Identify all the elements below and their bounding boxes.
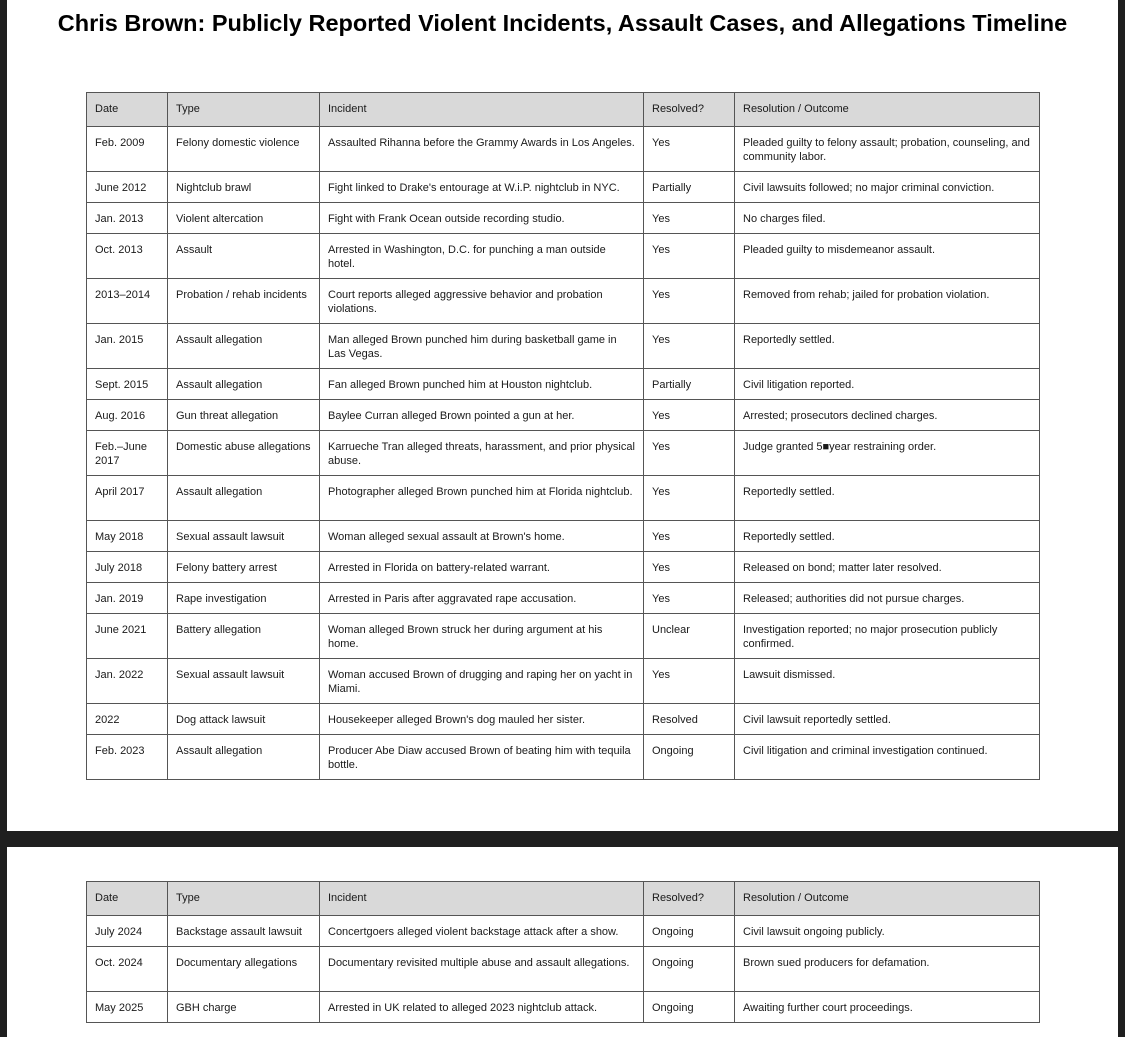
cell-type: Nightclub brawl: [168, 172, 320, 203]
cell-outcome: No charges filed.: [735, 203, 1040, 234]
cell-date: 2022: [87, 704, 168, 735]
table-row: [87, 431, 1040, 476]
cell-date: May 2025: [87, 992, 168, 1023]
table-row: [87, 400, 1040, 431]
header-incident: Incident: [320, 93, 644, 127]
header-date: Date: [87, 882, 168, 916]
cell-incident: Woman alleged Brown struck her during argument at his home.: [320, 614, 644, 659]
cell-resolved: Ongoing: [644, 916, 735, 947]
incidents-table-continued: [86, 881, 1040, 1023]
cell-date: Jan. 2022: [87, 659, 168, 704]
cell-resolved: Yes: [644, 476, 735, 521]
cell-type: Assault allegation: [168, 324, 320, 369]
header-type: Type: [168, 93, 320, 127]
document-page-1: [7, 0, 1118, 831]
cell-type: Probation / rehab incidents: [168, 279, 320, 324]
cell-date: June 2012: [87, 172, 168, 203]
cell-outcome: Brown sued producers for defamation.: [735, 947, 1040, 992]
cell-type: Backstage assault lawsuit: [168, 916, 320, 947]
cell-date: April 2017: [87, 476, 168, 521]
table-row: [87, 476, 1040, 521]
cell-resolved: Yes: [644, 324, 735, 369]
cell-type: Domestic abuse allegations: [168, 431, 320, 476]
cell-type: Sexual assault lawsuit: [168, 521, 320, 552]
cell-type: Assault allegation: [168, 476, 320, 521]
cell-outcome: Awaiting further court proceedings.: [735, 992, 1040, 1023]
cell-incident: Producer Abe Diaw accused Brown of beating him with tequila bottle.: [320, 735, 644, 780]
cell-incident: Documentary revisited multiple abuse and assault allegations.: [320, 947, 644, 992]
incidents-table: [86, 92, 1040, 780]
cell-outcome: Judge granted 5■year restraining order.: [735, 431, 1040, 476]
header-outcome: Resolution / Outcome: [735, 93, 1040, 127]
cell-type: Gun threat allegation: [168, 400, 320, 431]
table-row: [87, 947, 1040, 992]
header-resolved: Resolved?: [644, 882, 735, 916]
cell-incident: Fight with Frank Ocean outside recording studio.: [320, 203, 644, 234]
cell-type: Battery allegation: [168, 614, 320, 659]
cell-type: GBH charge: [168, 992, 320, 1023]
header-date: Date: [87, 93, 168, 127]
incidents-table-body: [87, 127, 1040, 780]
cell-incident: Arrested in Florida on battery-related warrant.: [320, 552, 644, 583]
cell-type: Assault allegation: [168, 369, 320, 400]
cell-incident: Housekeeper alleged Brown's dog mauled her sister.: [320, 704, 644, 735]
table-row: [87, 521, 1040, 552]
cell-incident: Arrested in Washington, D.C. for punching a man outside hotel.: [320, 234, 644, 279]
cell-date: Jan. 2019: [87, 583, 168, 614]
cell-resolved: Yes: [644, 279, 735, 324]
cell-resolved: Ongoing: [644, 735, 735, 780]
cell-outcome: Reportedly settled.: [735, 324, 1040, 369]
table-row: [87, 916, 1040, 947]
cell-incident: Fan alleged Brown punched him at Houston nightclub.: [320, 369, 644, 400]
cell-outcome: Reportedly settled.: [735, 521, 1040, 552]
cell-date: Oct. 2024: [87, 947, 168, 992]
cell-incident: Karrueche Tran alleged threats, harassment, and prior physical abuse.: [320, 431, 644, 476]
header-incident: Incident: [320, 882, 644, 916]
cell-type: Dog attack lawsuit: [168, 704, 320, 735]
cell-resolved: Yes: [644, 659, 735, 704]
cell-outcome: Civil litigation reported.: [735, 369, 1040, 400]
cell-outcome: Pleaded guilty to misdemeanor assault.: [735, 234, 1040, 279]
cell-resolved: Yes: [644, 203, 735, 234]
cell-date: Sept. 2015: [87, 369, 168, 400]
cell-type: Assault allegation: [168, 735, 320, 780]
cell-resolved: Ongoing: [644, 947, 735, 992]
cell-incident: Assaulted Rihanna before the Grammy Awards in Los Angeles.: [320, 127, 644, 172]
cell-date: July 2024: [87, 916, 168, 947]
table-row: [87, 172, 1040, 203]
cell-incident: Photographer alleged Brown punched him at Florida nightclub.: [320, 476, 644, 521]
cell-outcome: Released on bond; matter later resolved.: [735, 552, 1040, 583]
cell-date: May 2018: [87, 521, 168, 552]
cell-resolved: Yes: [644, 234, 735, 279]
cell-type: Sexual assault lawsuit: [168, 659, 320, 704]
table-row: [87, 369, 1040, 400]
cell-resolved: Unclear: [644, 614, 735, 659]
table-row: [87, 324, 1040, 369]
cell-date: 2013–2014: [87, 279, 168, 324]
cell-incident: Woman accused Brown of drugging and raping her on yacht in Miami.: [320, 659, 644, 704]
table-row: [87, 583, 1040, 614]
cell-outcome: Removed from rehab; jailed for probation violation.: [735, 279, 1040, 324]
cell-outcome: Released; authorities did not pursue charges.: [735, 583, 1040, 614]
cell-resolved: Resolved: [644, 704, 735, 735]
cell-resolved: Partially: [644, 172, 735, 203]
cell-outcome: Pleaded guilty to felony assault; probation, counseling, and community labor.: [735, 127, 1040, 172]
header-outcome: Resolution / Outcome: [735, 882, 1040, 916]
cell-date: Feb. 2023: [87, 735, 168, 780]
cell-incident: Court reports alleged aggressive behavior and probation violations.: [320, 279, 644, 324]
cell-incident: Arrested in UK related to alleged 2023 nightclub attack.: [320, 992, 644, 1023]
cell-incident: Arrested in Paris after aggravated rape accusation.: [320, 583, 644, 614]
cell-date: June 2021: [87, 614, 168, 659]
cell-type: Rape investigation: [168, 583, 320, 614]
cell-date: Jan. 2015: [87, 324, 168, 369]
cell-type: Felony battery arrest: [168, 552, 320, 583]
cell-date: Feb.–June 2017: [87, 431, 168, 476]
table-row: [87, 704, 1040, 735]
cell-date: Oct. 2013: [87, 234, 168, 279]
cell-date: Jan. 2013: [87, 203, 168, 234]
cell-resolved: Partially: [644, 369, 735, 400]
table-header-row: [87, 882, 1040, 916]
cell-outcome: Lawsuit dismissed.: [735, 659, 1040, 704]
cell-type: Assault: [168, 234, 320, 279]
cell-incident: Woman alleged sexual assault at Brown's home.: [320, 521, 644, 552]
cell-type: Violent altercation: [168, 203, 320, 234]
cell-outcome: Civil lawsuits followed; no major criminal conviction.: [735, 172, 1040, 203]
table-row: [87, 735, 1040, 780]
header-resolved: Resolved?: [644, 93, 735, 127]
table-header-row: [87, 93, 1040, 127]
incidents-table-continued-body: [87, 916, 1040, 1023]
cell-resolved: Yes: [644, 521, 735, 552]
cell-resolved: Ongoing: [644, 992, 735, 1023]
table-row: [87, 659, 1040, 704]
document-page-2: [7, 847, 1118, 1037]
cell-incident: Fight linked to Drake's entourage at W.i.P. nightclub in NYC.: [320, 172, 644, 203]
cell-outcome: Arrested; prosecutors declined charges.: [735, 400, 1040, 431]
cell-outcome: Civil litigation and criminal investigation continued.: [735, 735, 1040, 780]
header-type: Type: [168, 882, 320, 916]
table-row: [87, 614, 1040, 659]
document-title: Chris Brown: Publicly Reported Violent Incidents, Assault Cases, and Allegations Timeline: [57, 10, 1068, 36]
cell-resolved: Yes: [644, 583, 735, 614]
table-row: [87, 203, 1040, 234]
cell-outcome: Civil lawsuit reportedly settled.: [735, 704, 1040, 735]
cell-type: Documentary allegations: [168, 947, 320, 992]
cell-date: July 2018: [87, 552, 168, 583]
table-row: [87, 992, 1040, 1023]
table-row: [87, 552, 1040, 583]
cell-resolved: Yes: [644, 431, 735, 476]
cell-outcome: Reportedly settled.: [735, 476, 1040, 521]
cell-resolved: Yes: [644, 552, 735, 583]
table-row: [87, 127, 1040, 172]
table-row: [87, 279, 1040, 324]
table-row: [87, 234, 1040, 279]
cell-incident: Man alleged Brown punched him during basketball game in Las Vegas.: [320, 324, 644, 369]
cell-date: Feb. 2009: [87, 127, 168, 172]
cell-outcome: Civil lawsuit ongoing publicly.: [735, 916, 1040, 947]
cell-resolved: Yes: [644, 400, 735, 431]
cell-resolved: Yes: [644, 127, 735, 172]
cell-outcome: Investigation reported; no major prosecution publicly confirmed.: [735, 614, 1040, 659]
cell-incident: Concertgoers alleged violent backstage attack after a show.: [320, 916, 644, 947]
cell-date: Aug. 2016: [87, 400, 168, 431]
cell-incident: Baylee Curran alleged Brown pointed a gun at her.: [320, 400, 644, 431]
cell-type: Felony domestic violence: [168, 127, 320, 172]
